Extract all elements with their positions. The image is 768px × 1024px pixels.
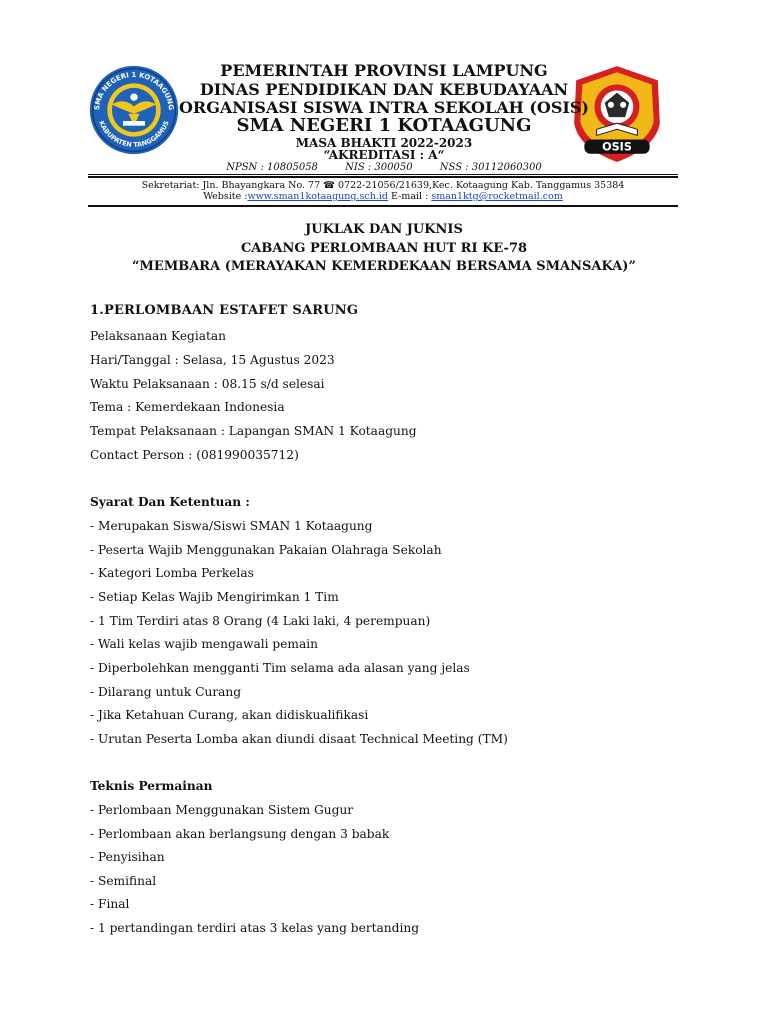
info-line: Waktu Pelaksanaan : 08.15 s/d selesai	[90, 377, 325, 391]
section-heading: 1.PERLOMBAAN ESTAFET SARUNG	[90, 303, 359, 318]
syarat-item: - Merupakan Siswa/Siswi SMAN 1 Kotaagung	[90, 519, 373, 533]
syarat-item: - Diperbolehkan mengganti Tim selama ada alasan yang jelas	[90, 661, 470, 675]
document-title-1: JUKLAK DAN JUKNIS	[305, 222, 463, 237]
teknis-heading: Teknis Permainan	[90, 779, 213, 793]
letterhead-divider-bottom	[88, 205, 678, 207]
info-line: Tema : Kemerdekaan Indonesia	[90, 400, 285, 414]
teknis-item: - Perlombaan akan berlangsung dengan 3 babak	[90, 827, 390, 841]
syarat-item: - Wali kelas wajib mengawali pemain	[90, 637, 318, 651]
website-line	[88, 191, 678, 202]
info-line: Pelaksanaan Kegiatan	[90, 329, 227, 343]
letterhead-divider-thin	[88, 174, 678, 175]
letterhead-divider-top	[88, 176, 678, 178]
website-link[interactable]: www.sman1kotaagung.sch.id	[247, 191, 388, 202]
syarat-item: - Peserta Wajib Menggunakan Pakaian Olahraga Sekolah	[90, 543, 442, 557]
letterhead-period: MASA BHAKTI 2022-2023	[295, 136, 473, 150]
letterhead-accreditation: “AKREDITASI : A“	[323, 148, 445, 162]
syarat-heading: Syarat Dan Ketentuan :	[90, 495, 250, 509]
email-label: E-mail :	[391, 191, 429, 202]
syarat-item: - Setiap Kelas Wajib Mengirimkan 1 Tim	[90, 590, 339, 604]
logo-left-text-bottom: KABUPATEN TANGGAMUS	[97, 119, 171, 149]
syarat-item: - 1 Tim Terdiri atas 8 Orang (4 Laki laki, 4 perempuan)	[90, 614, 431, 628]
letterhead-line-2: DINAS PENDIDIKAN DAN KEBUDAYAAN	[199, 80, 569, 99]
nis-text: NIS : 300050	[345, 162, 413, 173]
letterhead-line-1: PEMERINTAH PROVINSI LAMPUNG	[220, 61, 548, 80]
document-title-3: “MEMBARA (MERAYAKAN KEMERDEKAAN BERSAMA SMANSAKA)”	[132, 259, 636, 274]
email-link[interactable]: sman1ktg@rocketmail.com	[431, 191, 563, 202]
info-line: Tempat Pelaksanaan : Lapangan SMAN 1 Kotaagung	[90, 424, 417, 438]
osis-logo-text: OSIS	[602, 140, 632, 154]
syarat-item: - Dilarang untuk Curang	[90, 685, 242, 699]
syarat-item: - Kategori Lomba Perkelas	[90, 566, 254, 580]
teknis-item: - Penyisihan	[90, 850, 165, 864]
letterhead-school-name: SMA NEGERI 1 KOTAAGUNG	[236, 115, 532, 136]
secretariat-address: Sekretariat: Jln. Bhayangkara No. 77 ☎ 0722-21056/21639,Kec. Kotaagung Kab. Tanggamus 35384	[141, 180, 625, 191]
syarat-item: - Jika Ketahuan Curang, akan didiskualifikasi	[90, 708, 369, 722]
nss-text: NSS : 30112060300	[439, 162, 542, 173]
syarat-item: - Urutan Peserta Lomba akan diundi disaat Technical Meeting (TM)	[90, 732, 508, 746]
teknis-item: - Perlombaan Menggunakan Sistem Gugur	[90, 803, 354, 817]
letterhead-line-3: ORGANISASI SISWA INTRA SEKOLAH (OSIS)	[178, 98, 589, 117]
school-identifiers	[150, 162, 618, 173]
info-line: Hari/Tanggal : Selasa, 15 Agustus 2023	[90, 353, 335, 367]
document-title-2: CABANG PERLOMBAAN HUT RI KE-78	[240, 241, 528, 256]
teknis-item: - Semifinal	[90, 874, 157, 888]
teknis-item: - 1 pertandingan terdiri atas 3 kelas yang bertanding	[90, 921, 420, 935]
info-line: Contact Person : (081990035712)	[90, 448, 299, 462]
logo-left-text-top: SMA NEGERI 1 KOTAAGUNG	[93, 70, 175, 111]
npsn-text: NPSN : 10805058	[226, 162, 318, 173]
website-label: Website :	[203, 191, 248, 202]
teknis-item: - Final	[90, 897, 130, 911]
